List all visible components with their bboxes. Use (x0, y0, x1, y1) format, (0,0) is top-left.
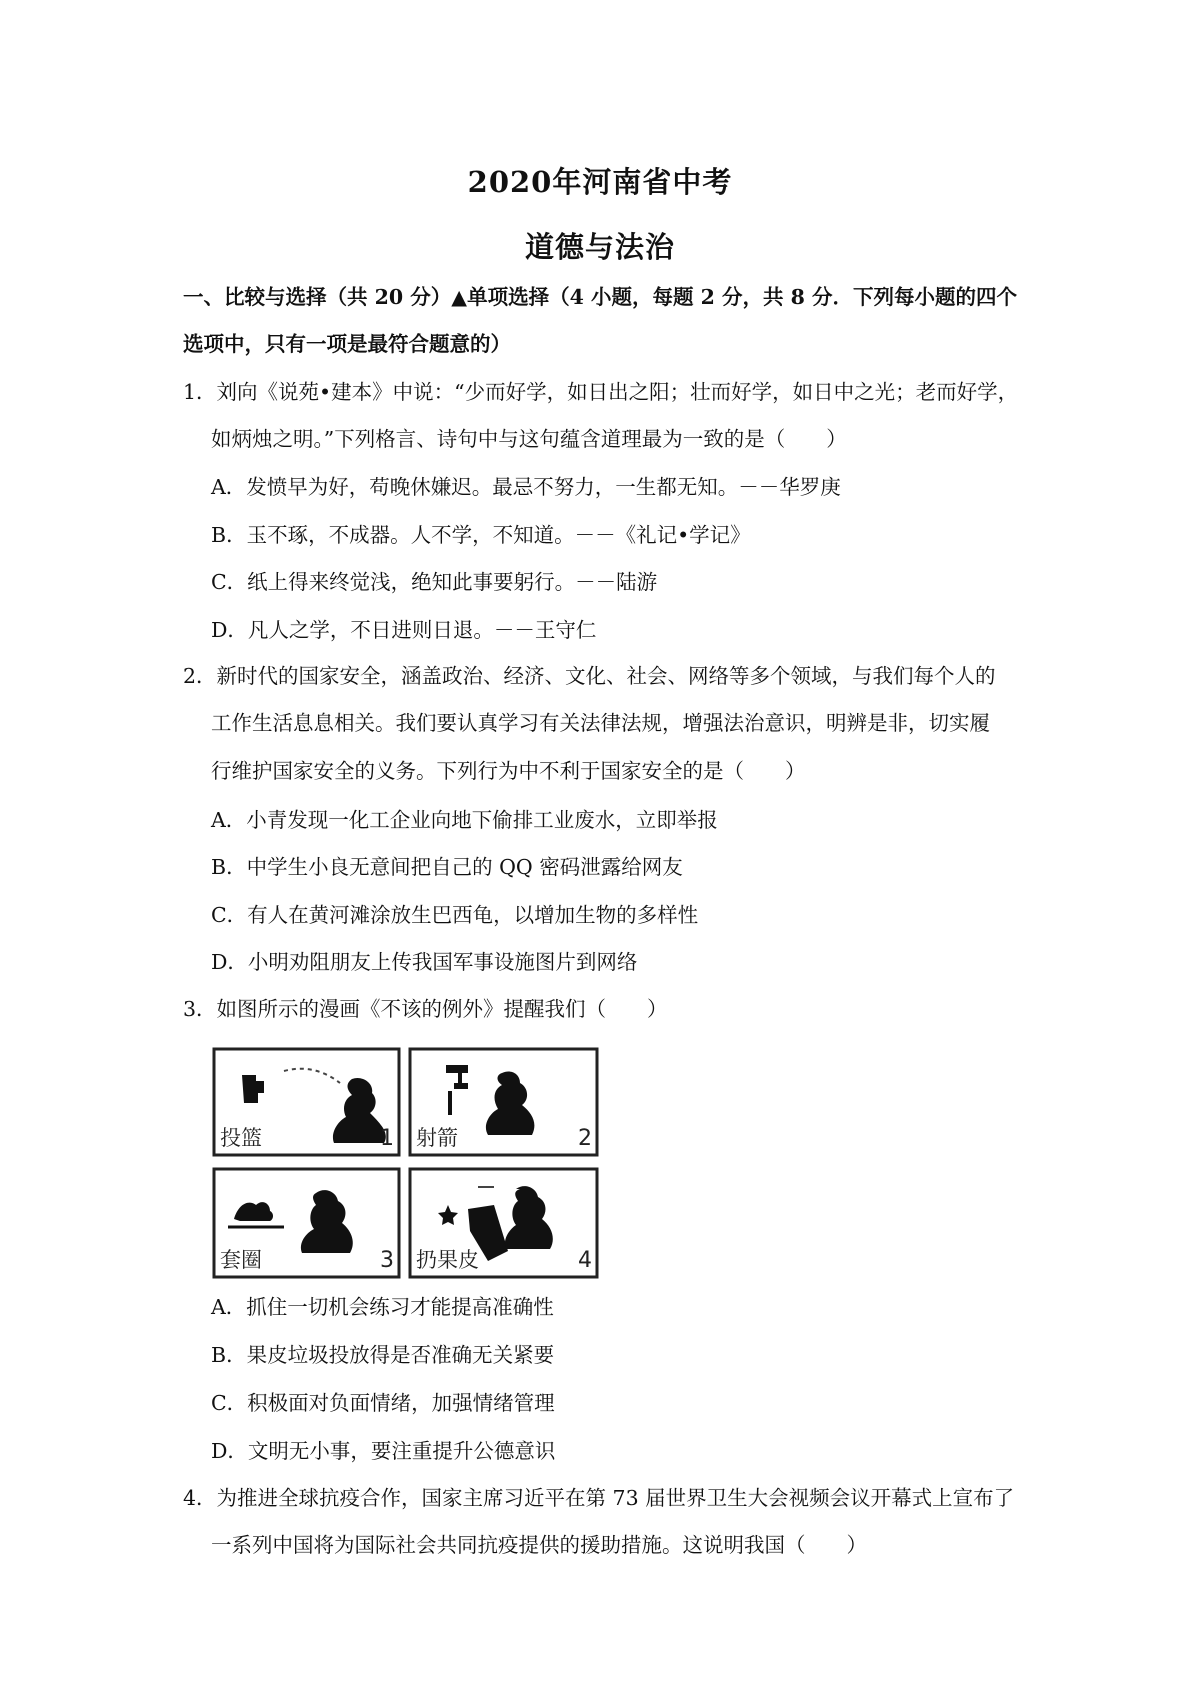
subject-title: 道德与法治 (524, 230, 675, 264)
comic-panel-1 (214, 1049, 399, 1155)
question-1-option-a: A．发愤早为好，苟晚休嫌迟。最忌不努力，一生都无知。－－华罗庚 (211, 475, 841, 499)
section-heading-continued: 选项中，只有一项是最符合题意的） (183, 332, 511, 356)
comic-panel-2 (410, 1049, 597, 1155)
comic-panel-2-label: 射箭 (416, 1126, 458, 1150)
question-1-option-c: C．纸上得来终觉浅，绝知此事要躬行。－－陆游 (211, 570, 658, 594)
comic-panel-2-number: 2 (578, 1126, 592, 1151)
question-2-option-b: B．中学生小良无意间把自己的 QQ 密码泄露给网友 (211, 855, 683, 879)
question-2-option-c: C．有人在黄河滩涂放生巴西龟，以增加生物的多样性 (211, 903, 699, 927)
comic-panel-4-number: 4 (578, 1248, 592, 1273)
question-1-option-b: B．玉不琢，不成器。人不学，不知道。－－《礼记•学记》 (211, 523, 751, 547)
question-4-stem-continued: 一系列中国将为国际社会共同抗疫提供的援助措施。这说明我国（ ） (211, 1533, 867, 1557)
question-3-option-d: D．文明无小事，要注重提升公德意识 (211, 1439, 556, 1463)
comic-panel-1-label: 投篮 (220, 1126, 262, 1150)
question-4-stem: 4．为推进全球抗疫合作，国家主席习近平在第 73 届世界卫生大会视频会议开幕式上宣布了 (183, 1486, 1015, 1510)
comic-panel-4 (410, 1169, 597, 1277)
question-2-stem: 2．新时代的国家安全，涵盖政治、经济、文化、社会、网络等多个领域，与我们每个人的 (183, 664, 996, 688)
question-2-option-d: D．小明劝阻朋友上传我国军事设施图片到网络 (211, 950, 638, 974)
question-2-stem-continued: 工作生活息息相关。我们要认真学习有关法律法规，增强法治意识，明辨是非，切实履 (211, 711, 990, 735)
comic-panel-4-label: 扔果皮 (416, 1248, 479, 1272)
question-2-option-a: A．小青发现一化工企业向地下偷排工业废水，立即举报 (211, 808, 718, 832)
question-3-option-a: A．抓住一切机会练习才能提高准确性 (211, 1295, 554, 1319)
comic-panel-3-label: 套圈 (220, 1248, 262, 1272)
exam-title: 2020年河南省中考 (467, 165, 733, 199)
question-3-stem: 3．如图所示的漫画《不该的例外》提醒我们（ ） (183, 997, 668, 1021)
comic-panel-3-number: 3 (380, 1248, 394, 1273)
question-1-stem: 1．刘向《说苑•建本》中说：“少而好学，如日出之阳；壮而好学，如日中之光；老而好学， (183, 380, 1019, 404)
comic-panel-1-number: 1 (380, 1126, 394, 1151)
question-3-option-b: B．果皮垃圾投放得是否准确无关紧要 (211, 1343, 555, 1367)
comic-image (212, 1047, 600, 1279)
comic-panel-3 (214, 1169, 399, 1277)
question-2-stem-continued-2: 行维护国家安全的义务。下列行为中不利于国家安全的是（ ） (211, 759, 806, 783)
question-1-option-d: D．凡人之学，不日进则日退。－－王守仁 (211, 618, 597, 642)
section-heading: 一、比较与选择（共 20 分）▲单项选择（4 小题，每题 2 分，共 8 分．下列每小题的四个 (183, 285, 1018, 309)
question-1-stem-continued: 如炳烛之明。”下列格言、诗句中与这句蕴含道理最为一致的是（ ） (211, 427, 847, 451)
question-3-option-c: C．积极面对负面情绪，加强情绪管理 (211, 1391, 555, 1415)
